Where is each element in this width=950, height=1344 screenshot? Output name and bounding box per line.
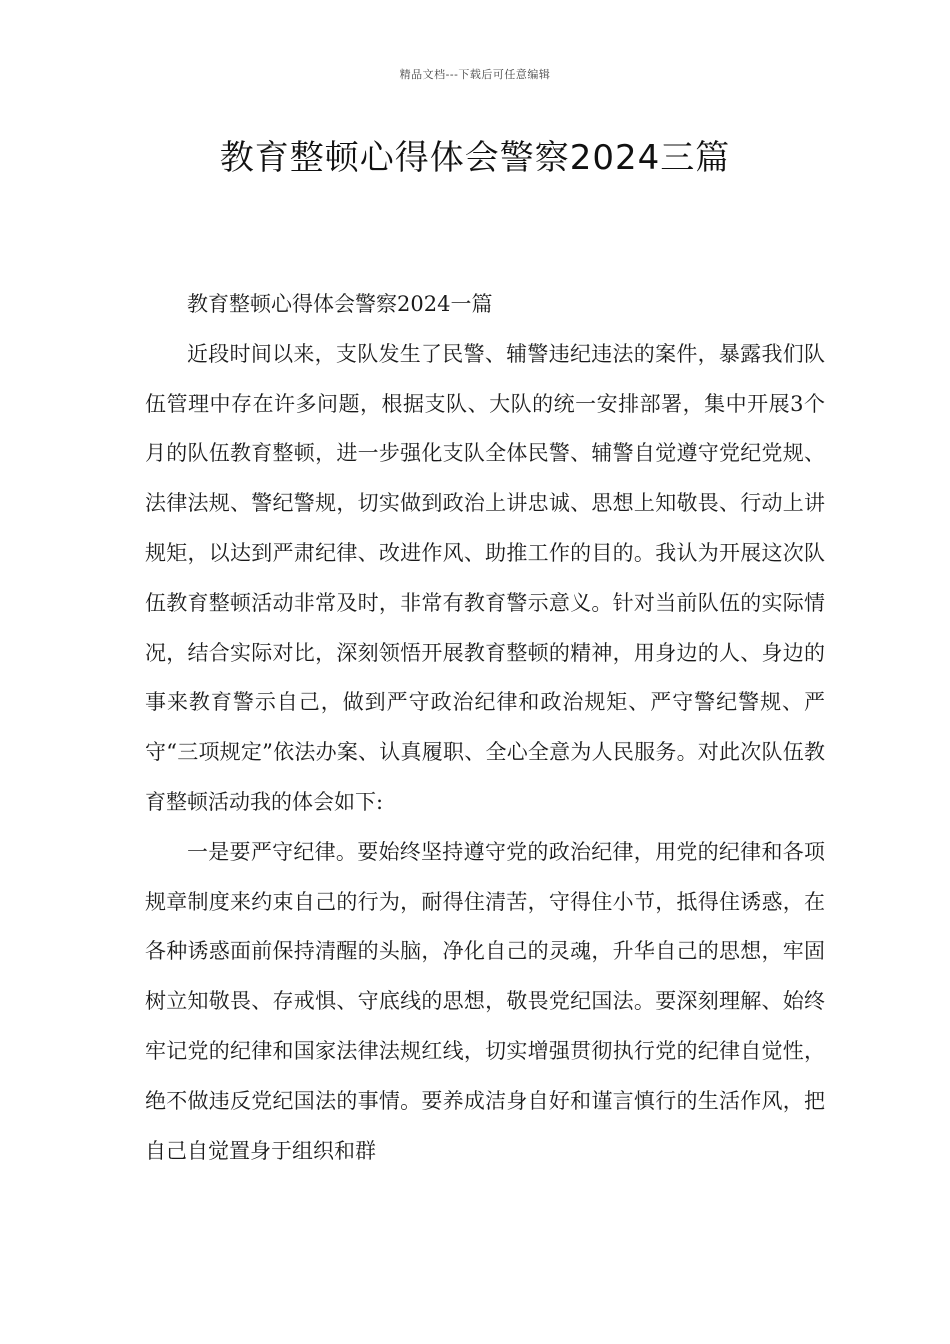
- body-paragraph-2: 一是要严守纪律。要始终坚持遵守党的政治纪律，用党的纪律和各项规章制度来约束自己的行为，耐得住清苦，守得住小节，抵得住诱惑，在各种诱惑面前保持清醒的头脑，净化自己的灵魂，升华自己的思想，牢固树立知敬畏、存戒惧、守底线的思想，敬畏党纪国法。要深刻理解、始终牢记党的纪律和国家法律法规红线，切实增强贯彻执行党的纪律自觉性，绝不做违反党纪国法的事情。要养成洁身自好和谨言慎行的生活作风，把自己自觉置身于组织和群: [145, 839, 825, 1163]
- document-body: [145, 280, 825, 1176]
- section-heading: 教育整顿心得体会警察2024一篇: [187, 292, 493, 316]
- header-note: 精品文档---下载后可任意编辑: [399, 68, 551, 81]
- body-paragraph-1: 近段时间以来，支队发生了民警、辅警违纪违法的案件，暴露我们队伍管理中存在许多问题，根据支队、大队的统一安排部署，集中开展3个月的队伍教育整顿，进一步强化支队全体民警、辅警自觉遵守党纪党规、法律法规、警纪警规，切实做到政治上讲忠诚、思想上知敬畏、行动上讲规矩，以达到严肃纪律、改进作风、助推工作的目的。我认为开展这次队伍教育整顿活动非常及时，非常有教育警示意义。针对当前队伍的实际情况，结合实际对比，深刻领悟开展教育整顿的精神，用身边的人、身边的事来教育警示自己，做到严守政治纪律和政治规矩、严守警纪警规、严守“三项规定”依法办案、认真履职、全心全意为人民服务。对此次队伍教育整顿活动我的体会如下:: [145, 341, 825, 814]
- document-title: 教育整顿心得体会警察2024三篇: [219, 138, 731, 178]
